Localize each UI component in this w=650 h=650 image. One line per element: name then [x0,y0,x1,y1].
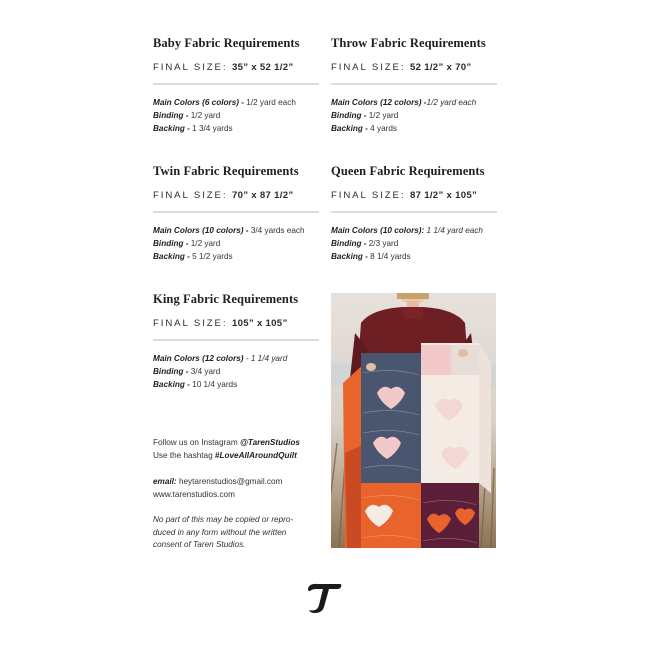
main-colors-value: 1 1/4 yard each [426,226,483,235]
binding-value: 1/2 yard [368,111,399,120]
email-address[interactable]: heytarenstudios@gmail.com [178,477,283,486]
quilt-photo-illustration [331,293,496,548]
throw-title: Throw Fabric Requirements [331,36,486,50]
backing-label: Backing - [153,380,190,389]
throw-requirements [331,36,499,135]
hashtag-text: Use the hashtag [153,450,213,460]
twin-fabric-list [153,224,321,263]
divider [153,339,319,341]
queen-title: Queen Fabric Requirements [331,164,485,178]
divider [153,83,319,85]
backing-value: 4 yards [370,124,397,133]
binding-value: 3/4 yard [190,367,221,376]
main-colors-label: Main Colors (6 colors) - [153,98,244,107]
contact-info [153,476,282,501]
king-fabric-list [153,352,321,391]
throw-final-size [331,62,499,73]
website-link[interactable]: www.tarenstudios.com [153,489,235,499]
taren-studios-logo [300,580,346,616]
twin-title: Twin Fabric Requirements [153,164,299,178]
size-label: FINAL SIZE: [331,62,406,73]
size-label: FINAL SIZE: [153,318,228,329]
king-requirements [153,292,321,391]
size-value: 87 1/2” x 105” [409,190,478,201]
main-colors-value: - 1 1/4 yard [245,354,288,363]
taren-studios-t-logo-icon [300,580,346,616]
size-value: 70” x 87 1/2” [231,190,294,201]
copyright-line: duced in any form without the written [153,527,287,537]
size-label: FINAL SIZE: [153,190,228,201]
copyright-line: No part of this may be copied or repro- [153,515,294,524]
follow-text: Follow us on Instagram [153,438,238,447]
main-colors-label: Main Colors (10 colors): [331,226,425,235]
main-colors-value: 1/2 yard each [426,98,477,107]
baby-title: Baby Fabric Requirements [153,36,300,50]
quilt [343,343,491,548]
backing-label: Backing - [153,124,190,133]
binding-label: Binding - [331,239,367,248]
baby-requirements [153,36,321,135]
baby-final-size [153,62,321,73]
instagram-handle[interactable]: @TarenStudios [239,438,300,447]
email-label: email: [153,477,177,486]
twin-final-size [153,190,321,201]
binding-label: Binding - [153,111,189,120]
king-title: King Fabric Requirements [153,292,299,306]
queen-final-size [331,190,499,201]
backing-value: 1 3/4 yards [192,124,233,133]
copyright-notice [153,514,293,552]
size-value: 105” x 105” [231,318,288,329]
divider [331,83,497,85]
binding-label: Binding - [153,367,189,376]
social-info [153,437,300,462]
size-value: 35” x 52 1/2” [231,62,294,73]
throw-fabric-list [331,96,499,135]
backing-label: Backing - [331,252,368,261]
queen-requirements [331,164,499,263]
size-label: FINAL SIZE: [331,190,406,201]
binding-value: 1/2 yard [190,111,221,120]
main-colors-label: Main Colors (10 colors) - [153,226,249,235]
size-value: 52 1/2” x 70” [409,62,472,73]
copyright-line: consent of Taren Studios. [153,540,246,549]
main-colors-label: Main Colors (12 colors) - [331,98,427,107]
divider [331,211,497,213]
main-colors-value: 1/2 yard each [246,98,296,107]
backing-value: 5 1/2 yards [192,252,233,261]
main-colors-label: Main Colors (12 colors) [153,354,244,363]
binding-value: 1/2 yard [190,239,221,248]
hashtag: #LoveAllAroundQuilt [214,450,297,460]
binding-value: 2/3 yard [368,239,399,248]
quilt-photo [331,293,496,548]
backing-label: Backing - [153,252,190,261]
main-colors-value: 3/4 yards each [250,226,305,235]
backing-value: 10 1/4 yards [192,380,238,389]
queen-fabric-list [331,224,499,263]
binding-label: Binding - [153,239,189,248]
size-label: FINAL SIZE: [153,62,228,73]
baby-fabric-list [153,96,321,135]
backing-value: 8 1/4 yards [370,252,411,261]
twin-requirements [153,164,321,263]
binding-label: Binding - [331,111,367,120]
king-final-size [153,318,321,329]
divider [153,211,319,213]
backing-label: Backing - [331,124,368,133]
